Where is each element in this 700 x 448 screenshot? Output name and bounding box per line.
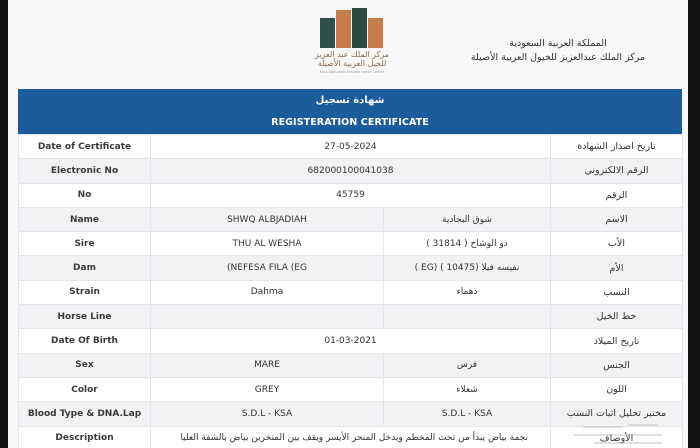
- value-en: MARE: [151, 353, 384, 377]
- value-ar: نفيسه فيلا (10475 ) (EG ): [384, 256, 551, 280]
- value: 45759: [151, 183, 551, 207]
- value: 01-03-2021: [151, 329, 551, 353]
- table-row: [19, 159, 683, 183]
- label-en: Blood Type & DNA.Lap: [19, 402, 151, 426]
- label-en: Dam: [19, 256, 151, 280]
- screen-border-right: [688, 0, 700, 448]
- label-en: Horse Line: [19, 305, 151, 329]
- label-en: Name: [19, 207, 151, 231]
- label-ar: الرقم الالكتروني: [551, 159, 683, 183]
- table-row: [19, 256, 683, 280]
- label-ar: الأب: [551, 232, 683, 256]
- value-ar: شوق البجادية: [384, 207, 551, 231]
- table-row: [19, 135, 683, 159]
- value-en: GREY: [151, 377, 384, 401]
- value-ar: [384, 305, 551, 329]
- table-row: [19, 377, 683, 401]
- label-ar: النسب: [551, 280, 683, 304]
- label-ar: مختبر تحليل اثبات النسب: [551, 402, 683, 426]
- title-banner: [18, 89, 682, 134]
- label-en: Date Of Birth: [19, 329, 151, 353]
- title-en: REGISTERATION CERTIFICATE: [271, 117, 429, 128]
- value-en: SHWQ ALBJADIAH: [151, 207, 384, 231]
- label-ar: اللون: [551, 377, 683, 401]
- label-en: Date of Certificate: [19, 135, 151, 159]
- value-ar: شعلاء: [384, 377, 551, 401]
- title-ar: شهادة تسجيل: [315, 95, 385, 106]
- label-en: Strain: [19, 280, 151, 304]
- value-ar: ذو الوشاح ( 31814 ): [384, 232, 551, 256]
- label-en: Description: [19, 426, 151, 448]
- label-ar: الاسم: [551, 207, 683, 231]
- value: 27-05-2024: [151, 135, 551, 159]
- label-ar: الرقم: [551, 183, 683, 207]
- value-en: [151, 305, 384, 329]
- label-en: Sire: [19, 232, 151, 256]
- label-ar: الأوصاف: [551, 426, 683, 448]
- value-ar: فرس: [384, 353, 551, 377]
- value-en: Dahma: [151, 280, 384, 304]
- center-logo: [310, 8, 394, 82]
- logo-towers-icon: [320, 8, 384, 48]
- value-ar: دهماء: [384, 280, 551, 304]
- label-ar: تاريخ اصدار الشهادة: [551, 135, 683, 159]
- table-row: [19, 280, 683, 304]
- value-en: THU AL WESHA: [151, 232, 384, 256]
- certificate-page: [8, 0, 688, 448]
- org-name-ar-1: المملكة العربية السعودية: [509, 38, 607, 49]
- label-ar: الأم: [551, 256, 683, 280]
- logo-text-en: King Abdulaziz Arabian Horse Center: [319, 70, 385, 74]
- table-row: [19, 183, 683, 207]
- label-en: Electronic No: [19, 159, 151, 183]
- logo-text-ar-2: للخيل العربية الأصيلة: [317, 59, 387, 68]
- table-row: [19, 305, 683, 329]
- label-en: Sex: [19, 353, 151, 377]
- logo-text-ar-1: مركز الملك عبد العزيز: [314, 50, 390, 59]
- value-en: S.D.L - KSA: [151, 402, 384, 426]
- watermark-icon: [573, 420, 683, 448]
- label-ar: تاريخ الميلاد: [551, 329, 683, 353]
- table-row: [19, 207, 683, 231]
- label-ar: خط الخيل: [551, 305, 683, 329]
- value: 682000100041038: [151, 159, 551, 183]
- certificate-header: [18, 0, 682, 89]
- description-value: نجمة بياض يبدأ من تحت المخطم ويدخل المنحر الأيسر ويقف بين المنخرين بياض بالشفة العليا: [151, 426, 551, 448]
- label-en: No: [19, 183, 151, 207]
- value-en: (NEFESA FILA (EG: [151, 256, 384, 280]
- value-ar: S.D.L - KSA: [384, 402, 551, 426]
- screen-border-left: [0, 0, 8, 448]
- table-row: [19, 353, 683, 377]
- certificate-table: [18, 134, 683, 448]
- table-row: [19, 232, 683, 256]
- org-name-ar-2: مركز الملك عبدالعزيز للخيول العربية الأصيلة: [470, 52, 646, 63]
- label-ar: الجنس: [551, 353, 683, 377]
- label-en: Color: [19, 377, 151, 401]
- table-row: [19, 329, 683, 353]
